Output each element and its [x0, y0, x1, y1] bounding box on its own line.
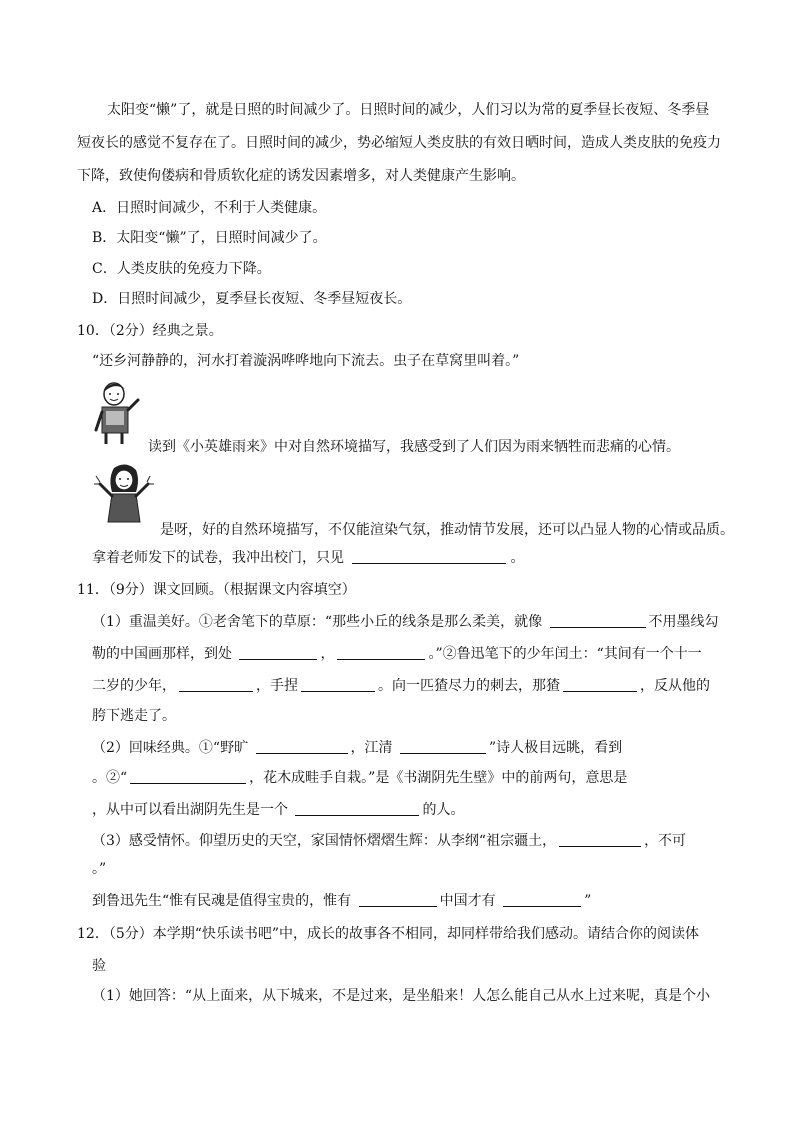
option-d[interactable]: D．日照时间减少，夏季昼长夜短、冬季昼短夜长。: [92, 291, 412, 307]
q11-p2-l3-text: ，从中可以看出湖阴先生是一个: [92, 802, 288, 818]
q11-blank-10[interactable]: [295, 801, 419, 816]
question-11-title: 11．（9分）课文回顾。（根据课文内容填空）: [77, 582, 356, 598]
q11-part2-line1: [92, 738, 622, 758]
q11-part1-line2: [92, 644, 702, 664]
q11-blank-11[interactable]: [559, 832, 641, 847]
q10-answer-blank[interactable]: [352, 549, 506, 564]
q11-p1-l2-end: 。”②鲁迅笔下的少年闰土：“其间有一个十一: [428, 646, 702, 662]
q11-blank-6[interactable]: [563, 677, 637, 692]
boy-illustration-icon: [92, 380, 144, 446]
q11-p1-l3-mid: ，手捏: [256, 678, 298, 694]
q11-part1-line1: [92, 612, 719, 632]
passage-line-2: 短夜长的感觉不复存在了。日照时间的减少，势必缩短人类皮肤的有效日晒时间，造成人类皮肤的免疫力: [77, 135, 721, 151]
q11-blank-5[interactable]: [301, 677, 375, 692]
q11-p1-l1-end: 不用墨线勾: [648, 614, 719, 630]
q11-p2-l1-text: （2）回味经典。①“野旷: [92, 740, 249, 756]
q10-prompt-end: 。: [510, 550, 525, 566]
q11-blank-4[interactable]: [179, 677, 253, 692]
q11-blank-9[interactable]: [130, 769, 246, 784]
q12-part1-line1: （1）她回答：“从上面来，从下城来，不是过来，是坐船来！人怎么能自己从水上过来呢，真是个小: [92, 988, 711, 1004]
q11-part3-line3: [92, 891, 591, 911]
q11-part1-line4: 胯下逃走了。: [92, 708, 176, 724]
q11-part2-line3: [92, 800, 464, 820]
q11-p1-l3-mid2: 。向一匹猹尽力的刺去，那猹: [378, 678, 560, 694]
question-10-prompt: [92, 548, 524, 568]
q11-p3-l1-text: （3）感受情怀。仰望历史的天空，家国情怀熠熠生辉：从李纲“祖宗疆土，: [92, 833, 557, 849]
q11-p1-l3-end: ，反从他的: [640, 678, 710, 694]
q11-p1-l3-text: 二岁的少年，: [92, 678, 176, 694]
q11-p1-l1-text: （1）重温美好。①老舍笔下的草原：“那些小丘的线条是那么柔美，就像: [92, 614, 543, 630]
q11-p2-l3-end: 的人。: [422, 802, 465, 818]
q10-prompt-text: 拿着老师发下的试卷，我冲出校门，只见: [92, 550, 344, 566]
q11-part2-line2: [92, 768, 627, 788]
question-10-title: 10．（2分）经典之景。: [77, 323, 223, 339]
boy-speech-text: 读到《小英雄雨来》中对自然环境描写，我感受到了人们因为雨来牺牲而悲痛的心情。: [148, 439, 680, 455]
passage-line-3: 下降，致使佝偻病和骨质软化症的诱发因素增多，对人类健康产生影响。: [77, 168, 525, 184]
question-10-quote: “还乡河静静的，河水打着漩涡哗哗地向下流去。虫子在草窝里叫着。”: [92, 353, 520, 369]
q11-blank-13[interactable]: [503, 892, 581, 907]
q11-p3-l1-end: ，不可: [644, 833, 687, 849]
q11-blank-12[interactable]: [359, 892, 437, 907]
q11-p3-l3-mid: 中国才有: [439, 893, 496, 909]
q11-part1-line3: [92, 676, 710, 696]
q11-blank-8[interactable]: [400, 739, 486, 754]
question-12-title-line2: 验: [92, 958, 106, 974]
passage-line-1: 太阳变“懒”了，就是日照的时间减少了。日照时间的减少，人们习以为常的夏季昼长夜短、冬季昼: [107, 102, 710, 118]
q11-p2-l2-text: 。②“: [92, 770, 128, 786]
girl-speech-text: 是呀，好的自然环境描写，不仅能渲染气氛，推动情节发展，还可以凸显人物的心情或品质。: [160, 522, 734, 538]
q11-blank-2[interactable]: [239, 645, 317, 660]
option-a[interactable]: A．日照时间减少，不利于人类健康。: [92, 200, 327, 216]
option-c[interactable]: C．人类皮肤的免疫力下降。: [92, 261, 271, 277]
q11-p2-l1-end: ”诗人极目远眺，看到: [488, 740, 623, 756]
q11-p1-l2-text: 勒的中国画那样，到处: [92, 646, 232, 662]
q11-part3-line1: [92, 831, 686, 851]
q11-p3-l3-text: 到鲁迅先生“惟有民魂是值得宝贵的，惟有: [92, 893, 352, 909]
q11-part3-line2: 。”: [92, 861, 107, 877]
q11-blank-3[interactable]: [337, 645, 425, 660]
girl-illustration-icon: [92, 462, 156, 530]
q11-blank-7[interactable]: [256, 739, 348, 754]
q11-blank-1[interactable]: [550, 613, 646, 628]
question-12-title-line1: 12．（5分）本学期“快乐读书吧”中，成长的故事各不相同，却同样带给我们感动。请结合你的阅读体: [77, 926, 700, 942]
option-b[interactable]: B．太阳变“懒”了，日照时间减少了。: [92, 230, 327, 246]
q11-p3-l3-end: ”: [584, 893, 592, 909]
q11-p2-l2-end: ，花木成畦手自栽。”是《书湖阴先生壁》中的前两句，意思是: [249, 770, 628, 786]
q11-p2-l1-mid: ，江清: [350, 740, 393, 756]
q11-p1-l2-comma: ，: [320, 646, 335, 662]
